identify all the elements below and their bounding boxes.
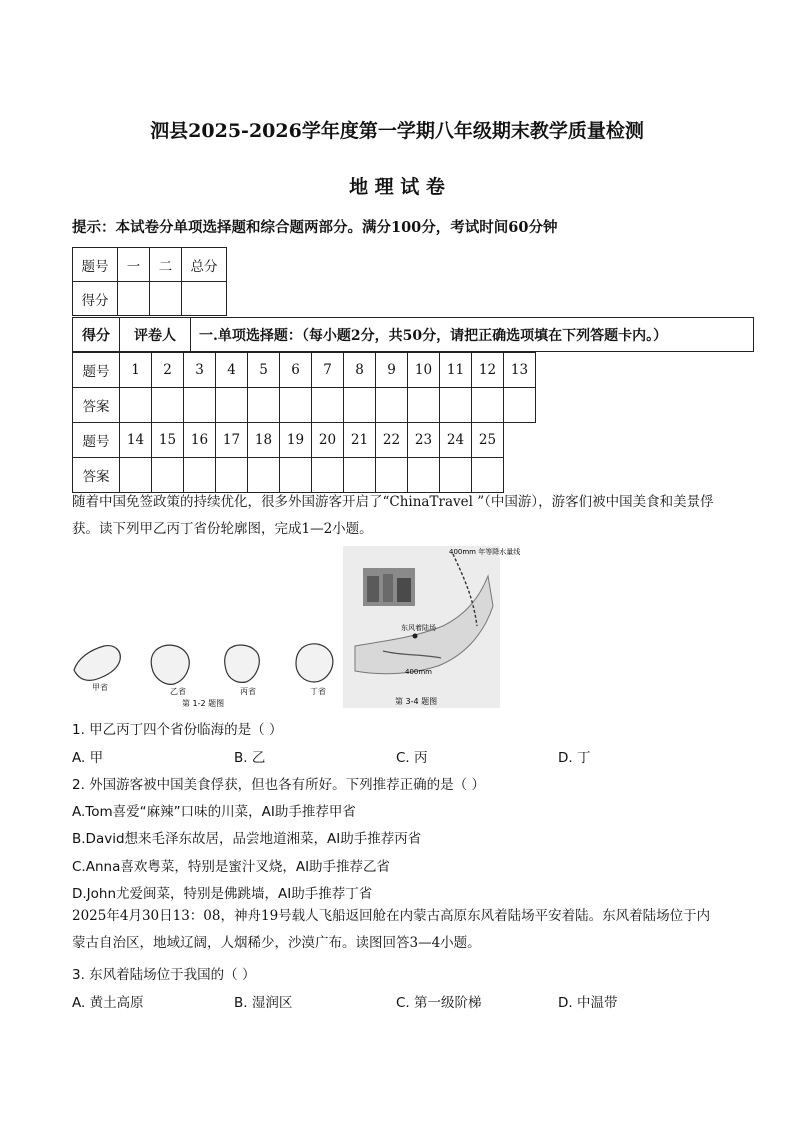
answer-input-cell[interactable] [344, 388, 376, 423]
answer-number-cell: 25 [472, 423, 504, 458]
answer-number-cell: 5 [248, 353, 280, 388]
answer-input-cell[interactable] [248, 388, 280, 423]
answer-number-cell: 3 [184, 353, 216, 388]
answer-number-cell: 8 [344, 353, 376, 388]
landing-site-map-figure [343, 546, 521, 708]
score-row-label: 得分 [73, 282, 118, 316]
question-3-stem: 3. 东风着陆场位于我国的（ ） [72, 967, 256, 983]
answer-input-cell[interactable] [440, 388, 472, 423]
answer-number-cell: 9 [376, 353, 408, 388]
answer-number-cell: 12 [472, 353, 504, 388]
answer-input-cell[interactable] [152, 458, 184, 493]
province-outline-figure [70, 628, 350, 708]
answer-number-cell: 21 [344, 423, 376, 458]
answer-input-cell[interactable] [472, 458, 504, 493]
province-jia-shape [74, 646, 120, 681]
answer-input-cell[interactable] [376, 388, 408, 423]
answer-row-label: 答案 [73, 458, 120, 493]
answer-number-cell: 15 [152, 423, 184, 458]
score-table [72, 247, 227, 316]
score-header-cell: 总分 [182, 248, 227, 282]
answer-number-row [73, 353, 536, 388]
answer-number-cell: 23 [408, 423, 440, 458]
province-bing-shape [225, 645, 260, 682]
answer-number-cell: 6 [280, 353, 312, 388]
exam-title: 泗县2025-2026学年度第一学期八年级期末教学质量检测 [150, 120, 644, 142]
question-1-option-d[interactable]: D. 丁 [558, 750, 591, 766]
answer-row-label: 题号 [73, 353, 120, 388]
score-header-cell: 题号 [73, 248, 118, 282]
question-1-option-c[interactable]: C. 丙 [396, 750, 428, 766]
question-2-option-b[interactable]: B.David想来毛泽东故居，品尝地道湘菜，AI助手推荐丙省 [72, 831, 422, 847]
intro-paragraph-2: 2025年4月30日13：08，神舟19号载人飞船返回舱在内蒙古高原东风着陆场平安着陆。东风着陆场位于内蒙古自治区，地域辽阔，人烟稀少，沙漠广布。读图回答3—4小题。 [72, 908, 711, 951]
answer-input-cell[interactable] [120, 458, 152, 493]
answer-input-cell[interactable] [248, 458, 280, 493]
province-label: 丁省 [310, 687, 326, 696]
answer-fill-row [73, 388, 536, 423]
answer-fill-row [73, 458, 536, 493]
answer-input-cell[interactable] [184, 388, 216, 423]
score-table-header-row [73, 248, 227, 282]
answer-number-cell: 10 [408, 353, 440, 388]
score-header-cell: 二 [150, 248, 182, 282]
question-3-option-a[interactable]: A. 黄土高原 [72, 995, 144, 1011]
answer-input-cell[interactable] [408, 458, 440, 493]
answer-input-cell[interactable] [184, 458, 216, 493]
question-2-option-d[interactable]: D.John尤爱闽菜，特别是佛跳墙，AI助手推荐丁省 [72, 886, 373, 902]
answer-input-cell[interactable] [280, 458, 312, 493]
answer-number-cell: 22 [376, 423, 408, 458]
question-1-stem: 1. 甲乙丙丁四个省份临海的是（ ） [72, 722, 283, 738]
answer-number-cell: 17 [216, 423, 248, 458]
answer-number-cell: 14 [120, 423, 152, 458]
answer-input-cell[interactable] [216, 388, 248, 423]
question-1-option-a[interactable]: A. 甲 [72, 750, 104, 766]
exam-subtitle: 地 理 试 卷 [349, 176, 445, 198]
answer-number-cell: 4 [216, 353, 248, 388]
province-yi-shape [151, 645, 189, 684]
score-input-cell[interactable] [118, 282, 150, 316]
intro-paragraph-1: 随着中国免签政策的持续优化，很多外国游客开启了“ChinaTravel ”（中国游），游客们被中国美食和美景俘获。读下列甲乙丙丁省份轮廓图，完成1—2小题。 [72, 494, 714, 537]
answer-input-cell[interactable] [376, 458, 408, 493]
question-2-stem: 2. 外国游客被中国美食俘获，但也各有所好。下列推荐正确的是（ ） [72, 777, 485, 793]
answer-number-cell: 20 [312, 423, 344, 458]
question-3-option-d[interactable]: D. 中温带 [558, 995, 618, 1011]
answer-number-cell: 13 [504, 353, 536, 388]
map-isohyet-label: 400mm 年等降水量线 [449, 548, 521, 556]
section-header-bar [72, 317, 754, 352]
province-label: 甲省 [92, 683, 108, 692]
answer-number-cell: 7 [312, 353, 344, 388]
score-input-cell[interactable] [182, 282, 227, 316]
section-score-label: 得分 [73, 318, 120, 351]
answer-input-cell[interactable] [120, 388, 152, 423]
answer-number-cell: 16 [184, 423, 216, 458]
question-3-option-b[interactable]: B. 湿润区 [234, 995, 293, 1011]
answer-input-cell[interactable] [504, 388, 536, 423]
answer-number-cell: 2 [152, 353, 184, 388]
answer-number-cell: 19 [280, 423, 312, 458]
province-ding-shape [296, 644, 333, 682]
map-bottom-label: 400mm [405, 668, 432, 676]
answer-input-cell[interactable] [216, 458, 248, 493]
answer-row-label: 答案 [73, 388, 120, 423]
map-landing-label: 东风着陆场 [401, 624, 436, 632]
answer-input-cell[interactable] [408, 388, 440, 423]
section-title: 一.单项选择题：（每小题2分，共50分，请把正确选项填在下列答题卡内。） [199, 327, 668, 344]
province-label: 丙省 [240, 687, 256, 696]
question-3-option-c[interactable]: C. 第一级阶梯 [396, 995, 482, 1011]
answer-input-cell[interactable] [312, 388, 344, 423]
province-label: 乙省 [170, 687, 186, 696]
question-2-option-a[interactable]: A.Tom喜爱“麻辣”口味的川菜，AI助手推荐甲省 [72, 804, 356, 820]
answer-number-cell: 24 [440, 423, 472, 458]
section-grader-label: 评卷人 [120, 318, 191, 351]
answer-input-cell[interactable] [344, 458, 376, 493]
landing-point-marker [413, 634, 418, 639]
exam-hint: 提示：本试卷分单项选择题和综合题两部分。满分100分，考试时间60分钟 [72, 219, 558, 236]
answer-input-cell[interactable] [280, 388, 312, 423]
figure-caption-left: 第 1-2 题图 [182, 699, 225, 708]
score-input-cell[interactable] [150, 282, 182, 316]
score-header-cell: 一 [118, 248, 150, 282]
answer-row-label: 题号 [73, 423, 120, 458]
answer-input-cell[interactable] [472, 388, 504, 423]
figure-caption-right: 第 3-4 题图 [395, 697, 438, 706]
answer-card-table [72, 352, 536, 493]
answer-number-cell: 11 [440, 353, 472, 388]
answer-number-cell: 18 [248, 423, 280, 458]
question-1-option-b[interactable]: B. 乙 [234, 750, 266, 766]
answer-number-cell: 1 [120, 353, 152, 388]
answer-input-cell[interactable] [312, 458, 344, 493]
score-table-score-row [73, 282, 227, 316]
answer-number-row [73, 423, 536, 458]
answer-input-cell[interactable] [152, 388, 184, 423]
answer-input-cell[interactable] [440, 458, 472, 493]
question-2-option-c[interactable]: C.Anna喜欢粤菜，特别是蜜汁叉烧，AI助手推荐乙省 [72, 859, 391, 875]
